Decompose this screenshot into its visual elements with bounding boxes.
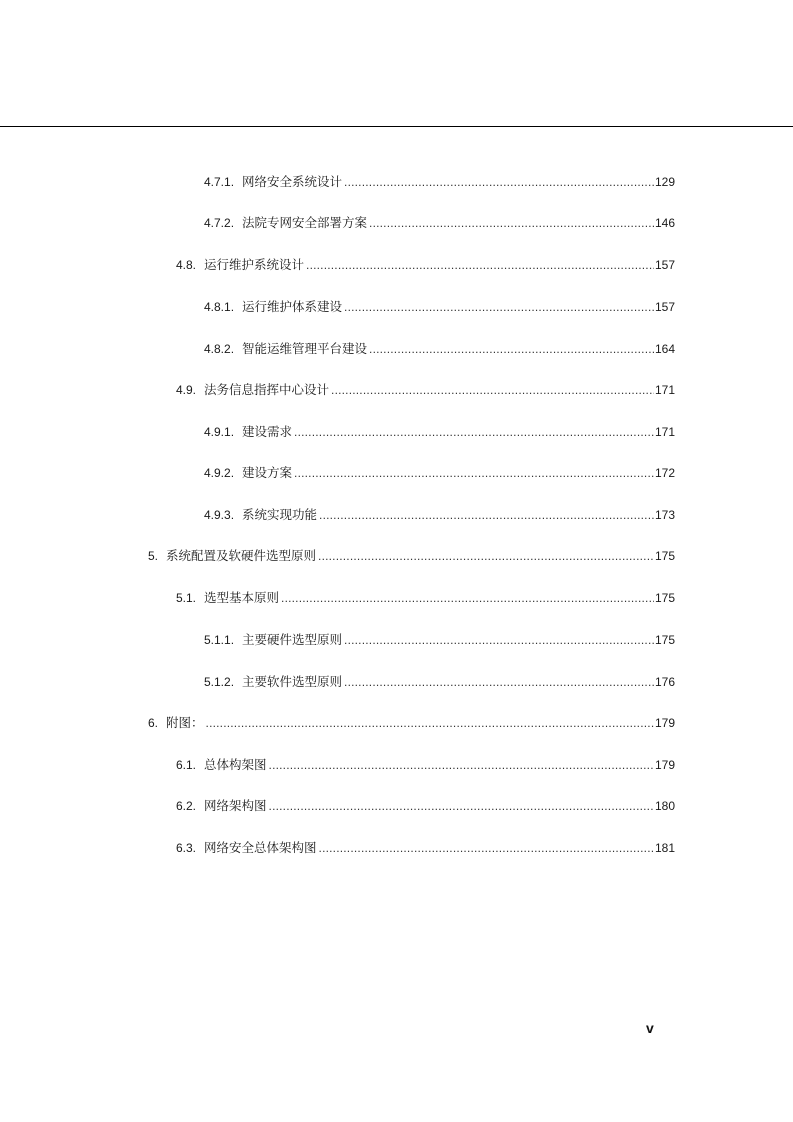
- toc-dot-leader: [294, 463, 654, 483]
- toc-entry-title: 建设需求: [242, 424, 293, 439]
- toc-entry[interactable]: [204, 213, 675, 233]
- toc-entry-number: 4.9.: [176, 383, 197, 397]
- toc-entry-number: 6.2.: [176, 799, 197, 813]
- toc-dot-leader: [344, 672, 654, 692]
- toc-entry-page: 171: [654, 383, 675, 397]
- toc-entry-number: 4.8.1.: [204, 300, 235, 314]
- toc-entry-title: 附图：: [166, 715, 204, 730]
- toc-entry-title: 系统实现功能: [242, 507, 318, 522]
- toc-dot-leader: [319, 505, 654, 525]
- toc-entry-page: 176: [654, 675, 675, 689]
- toc-entry-title: 运行维护体系建设: [242, 299, 343, 314]
- toc-entry-page: 157: [654, 258, 675, 272]
- toc-entry-number: 4.9.2.: [204, 466, 235, 480]
- toc-entry-title: 总体构架图: [204, 757, 267, 772]
- toc-entry[interactable]: [176, 380, 675, 400]
- toc-dot-leader: [206, 713, 654, 733]
- toc-entry-number: 4.9.3.: [204, 508, 235, 522]
- toc-entry[interactable]: [176, 255, 675, 275]
- toc-entry[interactable]: [148, 713, 675, 733]
- toc-entry[interactable]: [204, 422, 675, 442]
- toc-dot-leader: [269, 755, 654, 775]
- toc-dot-leader: [369, 213, 654, 233]
- toc-entry-title: 主要硬件选型原则: [242, 632, 343, 647]
- toc-entry-title: 主要软件选型原则: [242, 674, 343, 689]
- toc-entry-page: 146: [654, 216, 675, 230]
- toc-entry[interactable]: [176, 838, 675, 858]
- toc-dot-leader: [318, 546, 654, 566]
- toc-entry-page: 172: [654, 466, 675, 480]
- toc-entry-number: 5.1.2.: [204, 675, 235, 689]
- toc-entry[interactable]: [204, 672, 675, 692]
- toc-entry-number: 5.1.1.: [204, 633, 235, 647]
- toc-entry-title: 网络架构图: [204, 798, 267, 813]
- toc-entry[interactable]: [176, 588, 675, 608]
- toc-dot-leader: [294, 422, 654, 442]
- toc-dot-leader: [344, 630, 654, 650]
- toc-entry-number: 6.: [148, 716, 159, 730]
- toc-entry-page: 175: [654, 549, 675, 563]
- toc-entry-title: 法院专网安全部署方案: [242, 215, 368, 230]
- toc-entry-number: 6.3.: [176, 841, 197, 855]
- toc-entry-number: 4.7.2.: [204, 216, 235, 230]
- toc-entry-page: 157: [654, 300, 675, 314]
- toc-entry-title: 法务信息指挥中心设计: [204, 382, 330, 397]
- toc-entry[interactable]: [204, 463, 675, 483]
- toc-entry-page: 173: [654, 508, 675, 522]
- toc-dot-leader: [344, 297, 654, 317]
- toc-entry-title: 网络安全总体架构图: [204, 840, 317, 855]
- toc-entry-title: 选型基本原则: [204, 590, 280, 605]
- toc-entry[interactable]: [204, 505, 675, 525]
- toc-entry-number: 4.7.1.: [204, 175, 235, 189]
- toc-dot-leader: [269, 796, 654, 816]
- toc-entry-page: 171: [654, 425, 675, 439]
- toc-entry-page: 175: [654, 633, 675, 647]
- toc-entry-title: 建设方案: [242, 465, 293, 480]
- toc-entry-title: 智能运维管理平台建设: [242, 341, 368, 356]
- toc-entry[interactable]: [176, 755, 675, 775]
- toc-dot-leader: [306, 255, 654, 275]
- toc-entry-page: 181: [654, 841, 675, 855]
- toc-entry[interactable]: [204, 172, 675, 192]
- toc-entry-page: 180: [654, 799, 675, 813]
- toc-dot-leader: [331, 380, 654, 400]
- toc-entry-page: 129: [654, 175, 675, 189]
- toc-dot-leader: [369, 339, 654, 359]
- toc-dot-leader: [319, 838, 654, 858]
- toc-entry-number: 4.8.: [176, 258, 197, 272]
- toc-entry[interactable]: [204, 630, 675, 650]
- toc-entry-number: 4.9.1.: [204, 425, 235, 439]
- toc-dot-leader: [281, 588, 654, 608]
- toc-entry-title: 系统配置及软硬件选型原则: [166, 548, 317, 563]
- toc-entry-page: 179: [654, 758, 675, 772]
- header-rule: [0, 126, 793, 127]
- toc-entry[interactable]: [176, 796, 675, 816]
- toc-entry-title: 运行维护系统设计: [204, 257, 305, 272]
- footer-page-number: v: [646, 1020, 654, 1036]
- toc-entry[interactable]: [148, 546, 675, 566]
- toc-dot-leader: [344, 172, 654, 192]
- toc-entry[interactable]: [204, 339, 675, 359]
- toc-entry-number: 4.8.2.: [204, 342, 235, 356]
- toc-entry-number: 5.: [148, 549, 159, 563]
- toc-entry-page: 179: [654, 716, 675, 730]
- toc-entry-page: 175: [654, 591, 675, 605]
- toc-entry-title: 网络安全系统设计: [242, 174, 343, 189]
- toc-entry-page: 164: [654, 342, 675, 356]
- toc-entry[interactable]: [204, 297, 675, 317]
- toc-entry-number: 5.1.: [176, 591, 197, 605]
- toc-entry-number: 6.1.: [176, 758, 197, 772]
